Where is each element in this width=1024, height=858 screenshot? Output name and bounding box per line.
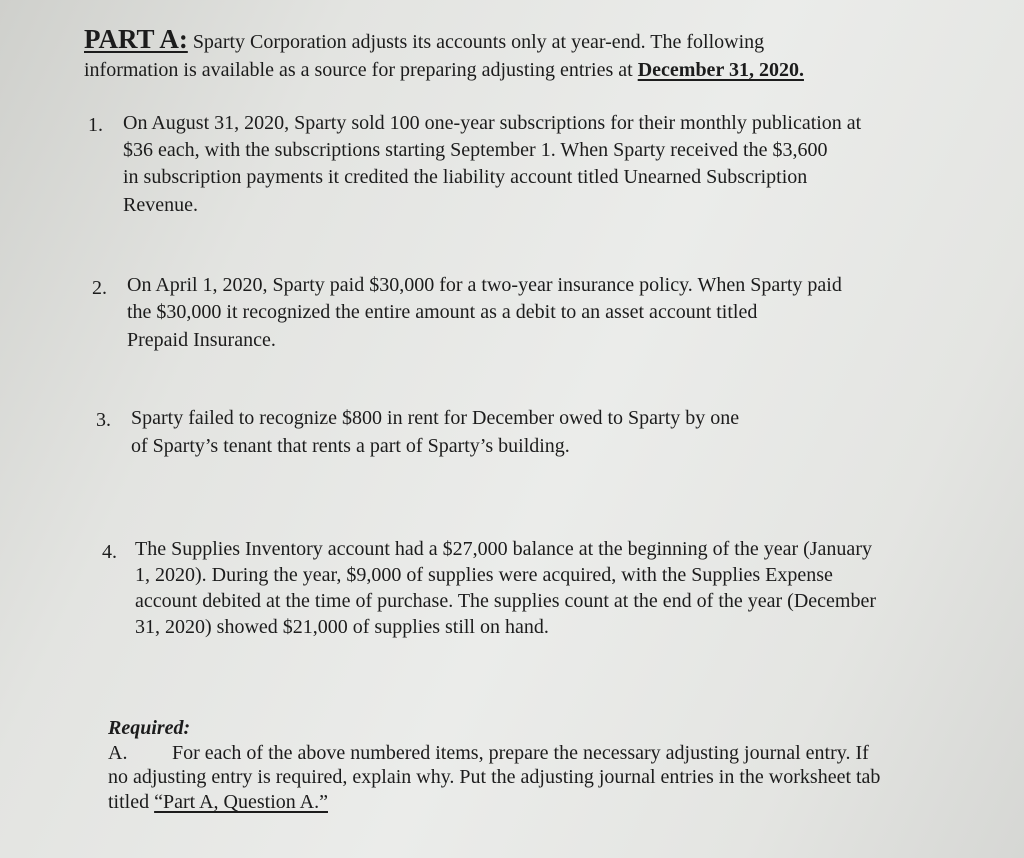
item-3-line-1: Sparty failed to recognize $800 in rent for December owed to Sparty by one (131, 407, 740, 429)
required-label: Required: (108, 717, 191, 739)
heading-line-2 (84, 57, 804, 83)
item-4-number: 4. (102, 541, 117, 563)
item-1-line-4: Revenue. (123, 194, 198, 216)
required-line-2: no adjusting entry is required, explain why. Put the adjusting journal entries in the worksheet tab (108, 766, 881, 788)
required-line-3 (108, 789, 328, 815)
item-3-line-2: of Sparty’s tenant that rents a part of Sparty’s building. (131, 435, 570, 457)
item-2-number: 2. (92, 277, 107, 299)
item-4-line-2: 1, 2020). During the year, $9,000 of supplies were acquired, with the Supplies Expense (135, 564, 833, 586)
item-2-line-1: On April 1, 2020, Sparty paid $30,000 for a two-year insurance policy. When Sparty paid (127, 274, 842, 296)
item-4-line-3: account debited at the time of purchase. The supplies count at the end of the year (December (135, 590, 877, 612)
item-1-line-3: in subscription payments it credited the liability account titled Unearned Subscription (123, 166, 808, 188)
item-4-line-4: 31, 2020) showed $21,000 of supplies still on hand. (135, 616, 549, 638)
part-label: PART A: (84, 24, 188, 54)
item-1-line-2: $36 each, with the subscriptions starting September 1. When Sparty received the $3,600 (123, 139, 828, 161)
item-3-number: 3. (96, 409, 111, 431)
worksheet-tab-reference: “Part A, Question A.” (154, 791, 328, 813)
intro-line-1: Sparty Corporation adjusts its accounts only at year-end. The following (192, 31, 765, 53)
heading-line-1 (84, 22, 764, 59)
intro-line-2: information is available as a source for preparing adjusting entries at (84, 59, 633, 81)
required-letter: A. (108, 742, 128, 764)
required-line-1: For each of the above numbered items, prepare the necessary adjusting journal entry. If (172, 742, 869, 764)
required-line-3-prefix: titled (108, 791, 150, 813)
intro-date: December 31, 2020. (637, 59, 804, 81)
item-1-line-1: On August 31, 2020, Sparty sold 100 one-year subscriptions for their monthly publication at (123, 112, 862, 134)
item-4-line-1: The Supplies Inventory account had a $27,000 balance at the beginning of the year (January (135, 538, 872, 560)
item-2-line-2: the $30,000 it recognized the entire amount as a debit to an asset account titled (127, 301, 758, 323)
item-2-line-3: Prepaid Insurance. (127, 329, 276, 351)
item-1-number: 1. (88, 114, 103, 136)
